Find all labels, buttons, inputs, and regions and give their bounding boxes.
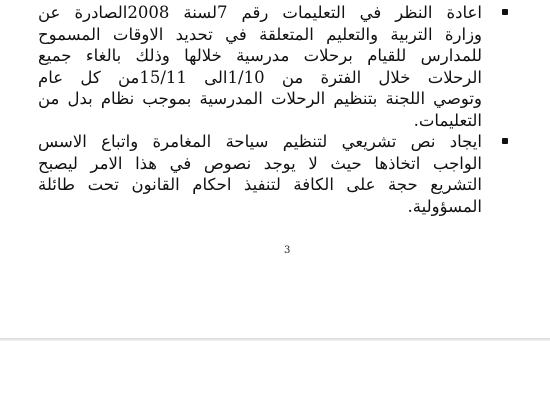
- text-line: التشريع حجة على الكافة لتنفيذ احكام القانون تحت طائلة: [38, 175, 482, 194]
- bullet-marker: [502, 9, 508, 15]
- text-line: وزارة التربية والتعليم المتعلقة في تحديد الاوقات المسموح: [38, 24, 482, 44]
- text-line: الرحلات خلال الفترة من 1/10الى 15/11من كل عام: [38, 67, 483, 87]
- bullet-marker: [502, 138, 508, 144]
- bullet-item-2: [38, 131, 508, 217]
- document-body: [38, 2, 508, 217]
- text-line: المسؤولية.: [407, 196, 482, 216]
- text-line: اعادة النظر في التعليمات رقم 7لسنة 2008الصادرة عن: [38, 3, 482, 22]
- text-line: ايجاد نص تشريعي لتنظيم سياحة المغامرة واتباع الاسس: [38, 132, 482, 151]
- text-line: للمدارس للقيام برحلات مدرسية خلالها وذلك بالغاء جميع: [38, 46, 482, 65]
- text-line: وتوصي اللجنة بتنظيم الرحلات المدرسية بموجب نظام بدل من: [38, 89, 482, 108]
- page-number: 3: [284, 245, 291, 256]
- text-line: الواجب اتخاذها حيث لا يوجد نصوص في هذا الامر ليصبح: [38, 153, 482, 173]
- text-line: التعليمات.: [413, 110, 482, 130]
- bullet-item-1: [38, 2, 508, 131]
- page-edge-divider: [0, 338, 550, 341]
